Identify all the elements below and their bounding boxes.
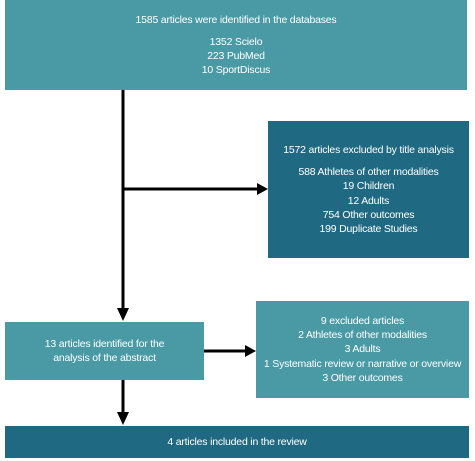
arrow-head-right [245, 345, 256, 357]
arrow-head-right [257, 183, 268, 195]
abstract-line: analysis of the abstract [53, 352, 156, 364]
excluded-title-item: 754 Other outcomes [322, 208, 415, 221]
excluded-abstract-item: 3 Other outcomes [322, 371, 403, 384]
excluded-title-item: 199 Duplicate Studies [319, 222, 418, 235]
excluded-title-item: 19 Children [342, 180, 395, 193]
excluded-abstract-item: 2 Athletes of other modalities [298, 329, 427, 342]
excluded-title-item: 588 Athletes of other modalities [298, 166, 439, 179]
excluded-abstract-item: 9 excluded articles [320, 315, 405, 328]
identified-heading: 1585 articles were identified in the databases [135, 13, 337, 26]
identified-item: 10 SportDiscus [201, 64, 271, 77]
excluded-abstract-item: 3 Adults [344, 343, 381, 356]
included-label: 4 articles included in the review [167, 435, 307, 448]
identified-item: 1352 Scielo [209, 35, 263, 48]
excluded-title-item: 12 Adults [347, 194, 390, 207]
arrow-head-down [117, 308, 129, 321]
identified-item: 223 PubMed [207, 50, 265, 62]
excluded-abstract-item: 1 Systematic review or narrative or overview [263, 357, 462, 370]
excluded-title-heading: 1572 articles excluded by title analysis [283, 143, 454, 156]
abstract-line: 13 articles identified for the [44, 337, 165, 350]
arrow-head-down [117, 412, 129, 425]
